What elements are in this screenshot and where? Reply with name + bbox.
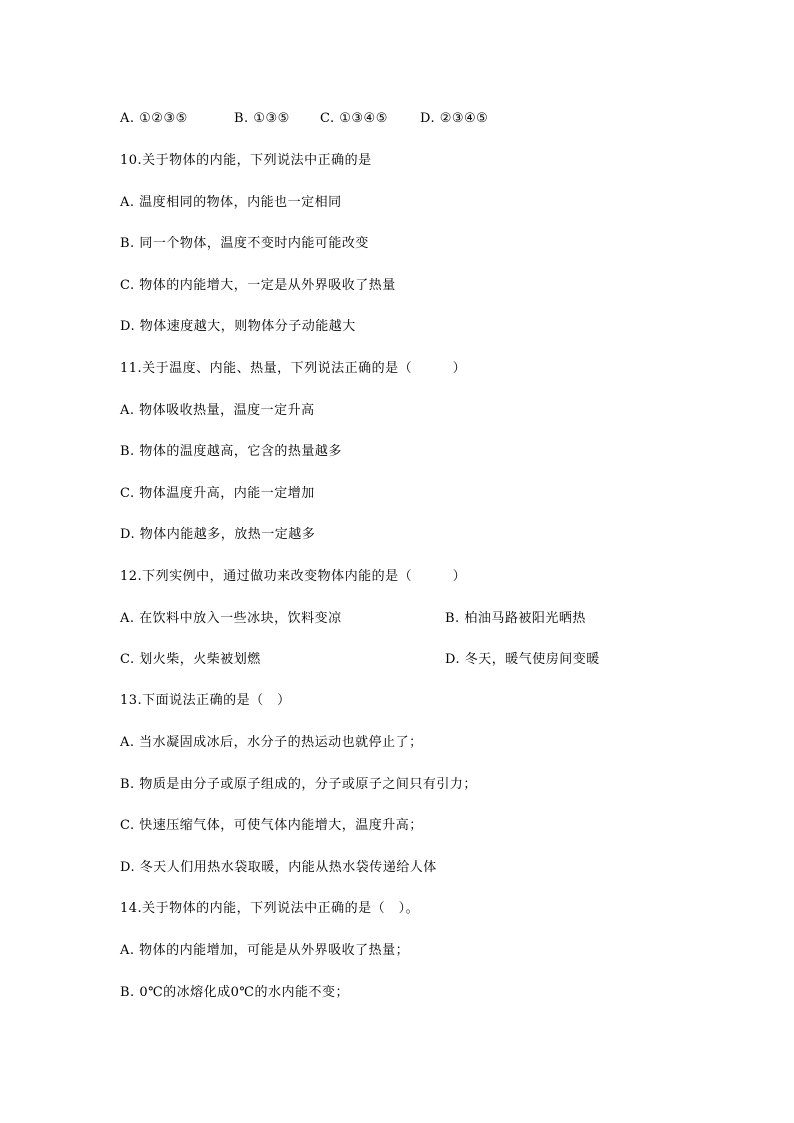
q12-option-b: B. 柏油马路被阳光晒热 bbox=[445, 611, 586, 626]
q13-stem: 13.下面说法正确的是（ ） bbox=[120, 693, 291, 708]
q9-option-d: D. ②③④⑤ bbox=[420, 111, 489, 126]
q14-option-a: A. 物体的内能增加，可能是从外界吸收了热量； bbox=[120, 943, 410, 958]
q11-option-c: C. 物体温度升高，内能一定增加 bbox=[120, 486, 315, 501]
q10-option-c: C. 物体的内能增大，一定是从外界吸收了热量 bbox=[120, 278, 396, 293]
q9-option-a: A. ①②③⑤ bbox=[120, 111, 188, 126]
q11-option-d: D. 物体内能越多，放热一定越多 bbox=[120, 527, 316, 542]
q10-stem: 10.关于物体的内能，下列说法中正确的是 bbox=[120, 153, 372, 168]
q13-option-d: D. 冬天人们用热水袋取暖，内能从热水袋传递给人体 bbox=[120, 860, 437, 875]
q11-option-a: A. 物体吸收热量，温度一定升高 bbox=[120, 403, 315, 418]
q13-option-c: C. 快速压缩气体，可使气体内能增大，温度升高； bbox=[120, 818, 423, 833]
q12-option-c: C. 划火柴，火柴被划燃 bbox=[120, 652, 261, 667]
q11-option-b: B. 物体的温度越高，它含的热量越多 bbox=[120, 444, 342, 459]
q12-option-d: D. 冬天，暖气使房间变暖 bbox=[445, 652, 600, 667]
q11-stem: 11.关于温度、内能、热量，下列说法正确的是（ ） bbox=[120, 361, 467, 376]
q12-option-a: A. 在饮料中放入一些冰块，饮料变凉 bbox=[120, 611, 342, 626]
q9-option-b: B. ①③⑤ bbox=[234, 111, 290, 126]
q10-option-d: D. 物体速度越大，则物体分子动能越大 bbox=[120, 319, 356, 334]
q14-option-b: B. 0℃的冰熔化成0℃的水内能不变； bbox=[120, 985, 349, 1000]
q10-option-b: B. 同一个物体，温度不变时内能可能改变 bbox=[120, 236, 369, 251]
q9-option-c: C. ①③④⑤ bbox=[320, 111, 388, 126]
q14-stem: 14.关于物体的内能，下列说法中正确的是（ ）。 bbox=[120, 901, 420, 916]
q13-option-a: A. 当水凝固成冰后，水分子的热运动也就停止了； bbox=[120, 735, 423, 750]
q10-option-a: A. 温度相同的物体，内能也一定相同 bbox=[120, 195, 342, 210]
q13-option-b: B. 物质是由分子或原子组成的，分子或原子之间只有引力； bbox=[120, 777, 477, 792]
q12-stem: 12.下列实例中，通过做功来改变物体内能的是（ ） bbox=[120, 569, 467, 584]
